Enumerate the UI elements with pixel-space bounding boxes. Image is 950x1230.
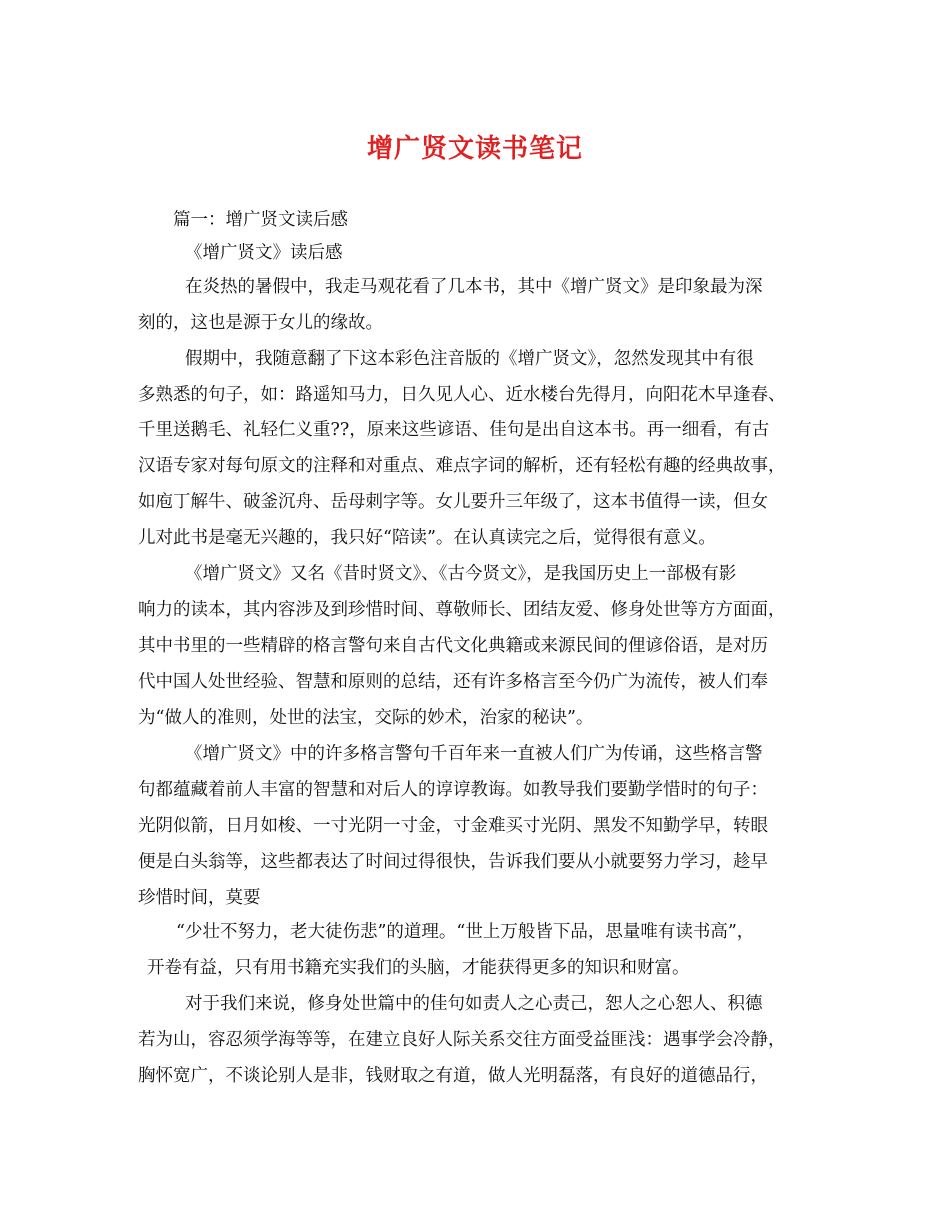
text-line: 光阴似箭，日月如梭、一寸光阴一寸金，寸金难买寸光阴、黑发不知勤学早，转眼 [138,816,768,836]
text-line: “少壮不努力，老大徒伤悲”的道理。“世上万般皆下品，思量唯有读书高”， [176,922,755,942]
text-line: 胸怀宽广，不谈论别人是非，钱财取之有道，做人光明磊落，有良好的道德品行， [138,1066,768,1086]
text-line: 为“做人的准则，处世的法宝，交际的妙术，治家的秘诀”。 [138,708,594,728]
text-line: 千里送鹅毛、礼轻仁义重??，原来这些谚语、佳句是出自这本书。再一细看，有古 [138,420,770,440]
text-line: 在炎热的暑假中，我走马观花看了几本书，其中《增广贤文》是印象最为深 [185,277,763,297]
text-line: 《增广贤文》又名《昔时贤文》、《古今贤文》，是我国历史上一部极有影 [185,564,737,584]
text-line: 儿对此书是毫无兴趣的，我只好“陪读”。在认真读完之后，觉得很有意义。 [138,528,716,548]
text-line: 刻的，这也是源于女儿的缘故。 [138,313,383,333]
text-line: 句都蕴藏着前人丰富的智慧和对后人的谆谆教诲。如教导我们要勤学惜时的句子： [138,780,768,800]
text-line: 响力的读本，其内容涉及到珍惜时间、尊敬师长、团结友爱、修身处世等方方面面， [138,600,786,620]
document-title: 增广贤文读书笔记 [366,134,583,164]
text-line: 篇一：增广贤文读后感 [173,210,348,230]
text-line: 如庖丁解牛、破釜沉舟、岳母刺字等。女儿要升三年级了，这本书值得一读，但女 [138,492,768,512]
text-line: 代中国人处世经验、智慧和原则的总结，还有许多格言至今仍广为流传，被人们奉 [138,672,768,692]
text-line: 便是白头翁等，这些都表达了时间过得很快，告诉我们要从小就要努力学习，趁早 [138,852,768,872]
text-line: 若为山，容忍须学海等等，在建立良好人际关系交往方面受益匪浅：遇事学会冷静， [138,1030,786,1050]
text-line: 汉语专家对每句原文的注释和对重点、难点字词的解析，还有轻松有趣的经典故事， [138,456,786,476]
text-line: 多熟悉的句子，如：路遥知马力，日久见人心、近水楼台先得月，向阳花木早逢春、 [138,385,786,405]
text-line: 《增广贤文》读后感 [185,243,343,263]
text-line: 对于我们来说，修身处世篇中的佳句如责人之心责己，恕人之心恕人、积德 [185,994,763,1014]
text-line: 《增广贤文》中的许多格言警句千百年来一直被人们广为传诵，这些格言警 [185,744,763,764]
text-line: 其中书里的一些精辟的格言警句来自古代文化典籍或来源民间的俚谚俗语，是对历 [138,636,768,656]
text-line: 开卷有益，只有用书籍充实我们的头脑，才能获得更多的知识和财富。 [147,958,690,978]
text-line: 珍惜时间，莫要 [138,888,261,908]
text-line: 假期中，我随意翻了下这本彩色注音版的《增广贤文》，忽然发现其中有很 [185,349,754,369]
